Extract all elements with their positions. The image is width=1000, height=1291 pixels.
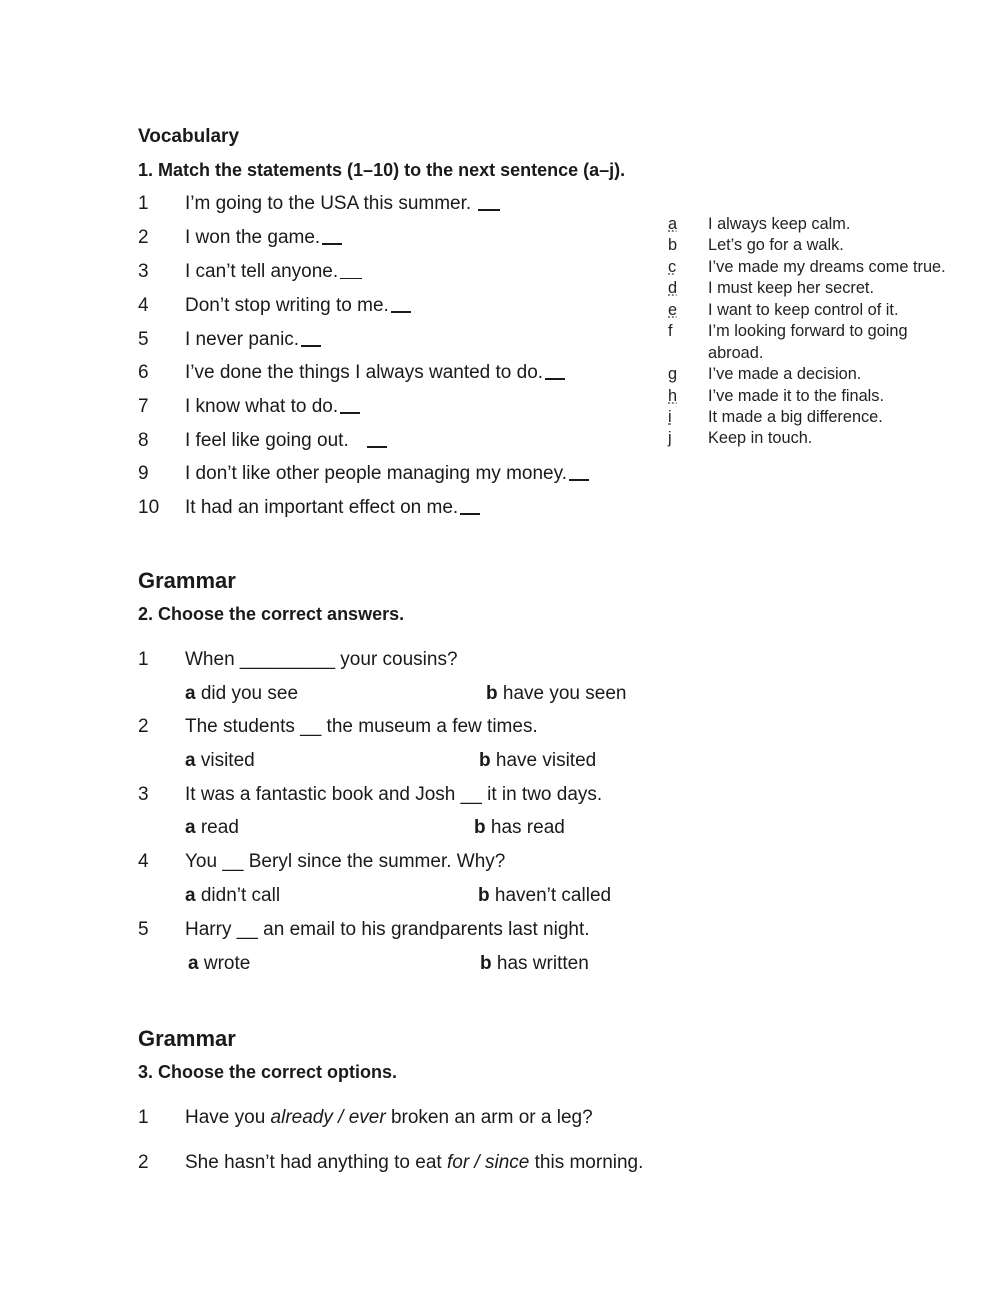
statement-number: 1: [138, 193, 149, 214]
statement-text: I know what to do.: [185, 396, 339, 417]
question-blank[interactable]: __: [222, 851, 244, 872]
option-letter: i: [668, 407, 672, 426]
statement-row: [185, 227, 342, 249]
question-number: 3: [138, 784, 149, 805]
statement-row: [185, 463, 589, 485]
vocabulary-heading: Vocabulary: [138, 126, 240, 147]
question-number: 1: [138, 649, 149, 670]
statement-row: [185, 193, 500, 215]
option-text: I always keep calm.: [708, 214, 851, 233]
statement-number: 2: [138, 227, 149, 248]
option-text: I’ve made it to the finals.: [708, 386, 884, 405]
statement-row: [185, 261, 362, 283]
question-number: 4: [138, 851, 149, 872]
option-letter: g: [668, 364, 678, 383]
option-b[interactable]: b has read: [474, 817, 565, 838]
option-text: Let’s go for a walk.: [708, 235, 844, 254]
statement-row: [185, 295, 411, 317]
item-text: Have you already / ever broken an arm or a leg?: [185, 1107, 593, 1128]
option-letter: a: [668, 214, 678, 233]
answer-blank[interactable]: [340, 411, 360, 414]
option-b[interactable]: b haven’t called: [478, 885, 612, 906]
statement-number: 3: [138, 261, 149, 282]
statement-number: 10: [138, 497, 160, 518]
statement-row: [185, 497, 480, 519]
answer-blank[interactable]: [545, 377, 565, 380]
question-text: It was a fantastic book and Josh __ it in two days.: [185, 784, 603, 805]
option-text: I want to keep control of it.: [708, 300, 899, 319]
statement-text: I’m going to the USA this summer.: [185, 193, 472, 214]
option-a[interactable]: a wrote: [188, 953, 251, 974]
item-number: 2: [138, 1152, 149, 1173]
statement-row: [185, 329, 321, 351]
option-b[interactable]: b has written: [480, 953, 589, 974]
choice-options[interactable]: already / ever: [270, 1107, 386, 1128]
item-text: She hasn’t had anything to eat for / since this morning.: [185, 1152, 644, 1173]
option-a[interactable]: a read: [185, 817, 239, 838]
statement-number: 8: [138, 430, 149, 451]
option-letter: h: [668, 386, 678, 405]
statement-number: 6: [138, 362, 149, 383]
option-b[interactable]: b have you seen: [486, 683, 627, 704]
option-letter: j: [668, 428, 672, 447]
option-text: I’ve made a decision.: [708, 364, 862, 383]
statement-text: It had an important effect on me.: [185, 497, 459, 518]
choice-options[interactable]: for / since: [446, 1152, 530, 1173]
option-letter: b: [668, 235, 678, 254]
option-letter: e: [668, 300, 678, 319]
statement-text: I can’t tell anyone.: [185, 261, 339, 282]
statement-text: I don’t like other people managing my money.: [185, 463, 567, 484]
item-number: 1: [138, 1107, 149, 1128]
question-blank[interactable]: _________: [239, 649, 336, 670]
answer-blank[interactable]: [478, 208, 500, 211]
grammar-instruction: 3. Choose the correct options.: [138, 1062, 398, 1082]
option-text: I’ve made my dreams come true.: [708, 257, 946, 276]
question-text: The students __ the museum a few times.: [185, 716, 538, 737]
option-letter: c: [668, 257, 677, 276]
statement-number: 4: [138, 295, 149, 316]
grammar-instruction: 2. Choose the correct answers.: [138, 604, 405, 624]
answer-blank[interactable]: [460, 512, 480, 515]
option-letter: f: [668, 321, 673, 340]
answer-blank[interactable]: [391, 310, 411, 313]
statement-text: I feel like going out.: [185, 430, 349, 451]
answer-blank[interactable]: [301, 344, 321, 347]
statement-row: [185, 430, 387, 452]
option-a[interactable]: a did you see: [185, 683, 299, 704]
option-letter: d: [668, 278, 678, 297]
statement-number: 7: [138, 396, 149, 417]
vocabulary-instruction: 1. Match the statements (1–10) to the next sentence (a–j).: [138, 160, 626, 180]
question-text: You __ Beryl since the summer. Why?: [185, 851, 506, 872]
question-text: When _________ your cousins?: [185, 649, 458, 670]
option-a[interactable]: a didn’t call: [185, 885, 281, 906]
answer-blank[interactable]: [569, 478, 589, 481]
option-text: It made a big difference.: [708, 407, 883, 426]
answer-blank[interactable]: [340, 277, 362, 279]
option-text: Keep in touch.: [708, 428, 813, 447]
question-blank[interactable]: __: [236, 919, 258, 940]
statement-number: 9: [138, 463, 149, 484]
option-b[interactable]: b have visited: [479, 750, 597, 771]
statement-text: I won the game.: [185, 227, 321, 248]
statement-text: Don’t stop writing to me.: [185, 295, 389, 316]
option-text: I’m looking forward to going: [708, 321, 908, 340]
grammar-heading: Grammar: [138, 568, 236, 593]
statement-text: I’ve done the things I always wanted to do.: [185, 362, 544, 383]
statement-row: [185, 362, 565, 384]
question-number: 5: [138, 919, 149, 940]
statement-row: [185, 396, 360, 418]
option-text-continued: abroad.: [708, 343, 764, 362]
option-a[interactable]: a visited: [185, 750, 255, 771]
answer-blank[interactable]: [322, 242, 342, 245]
option-text: I must keep her secret.: [708, 278, 874, 297]
grammar-heading: Grammar: [138, 1026, 236, 1051]
statement-text: I never panic.: [185, 329, 300, 350]
statement-number: 5: [138, 329, 149, 350]
question-blank[interactable]: __: [460, 784, 482, 805]
answer-blank[interactable]: [367, 445, 387, 448]
question-number: 2: [138, 716, 149, 737]
question-blank[interactable]: __: [300, 716, 322, 737]
question-text: Harry __ an email to his grandparents last night.: [185, 919, 590, 940]
